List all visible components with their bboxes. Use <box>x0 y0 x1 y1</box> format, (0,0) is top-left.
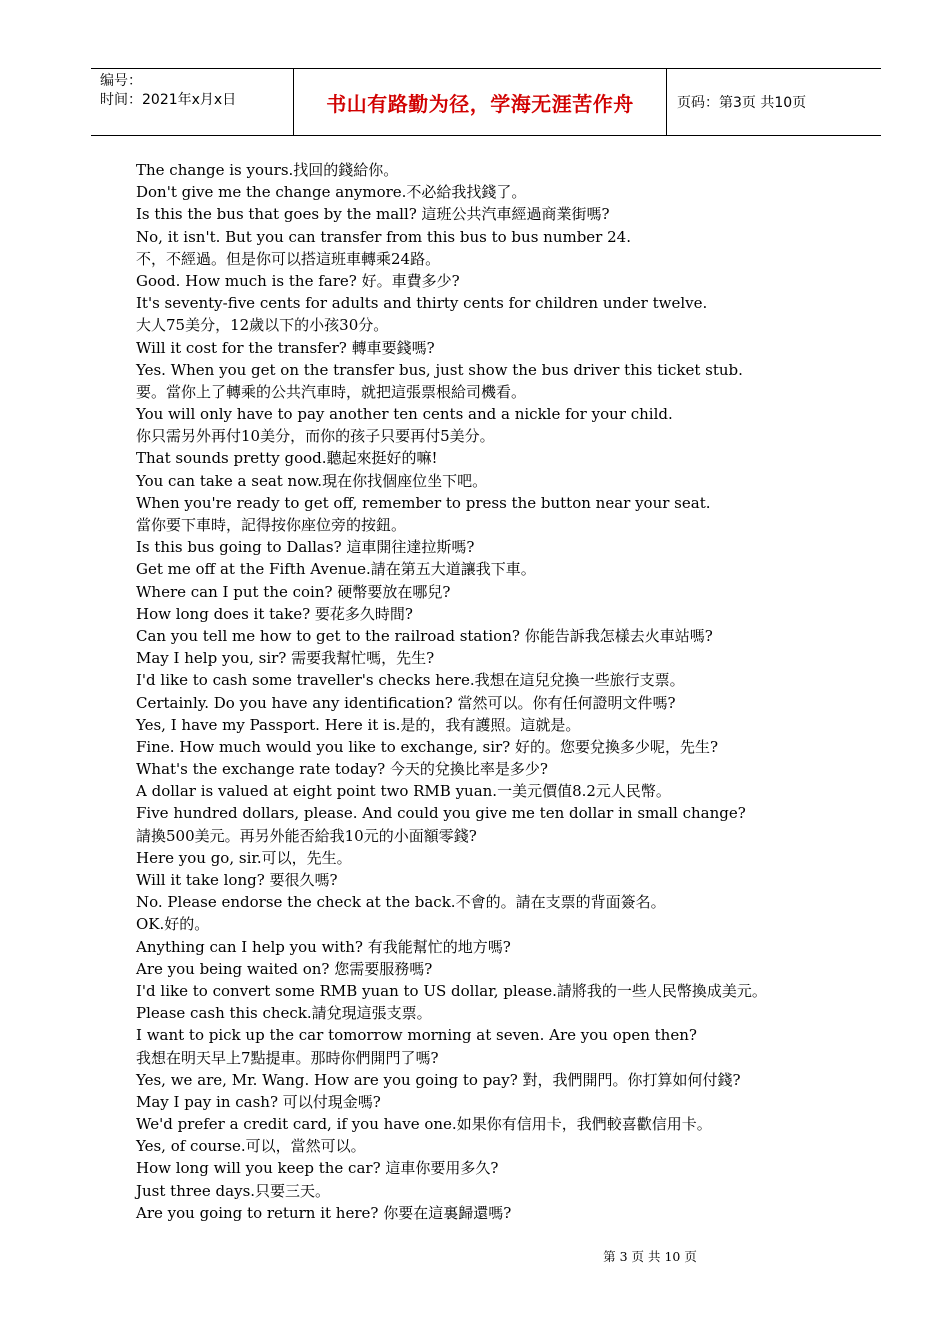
text-line: 當你要下車時，記得按你座位旁的按鈕。 <box>136 516 407 534</box>
motto-text: 书山有路勤为径，学海无涯苦作舟 <box>326 91 634 116</box>
text-line: Will it cost for the transfer? 轉車要錢嗎? <box>136 338 435 357</box>
text-line: Just three days.只要三天。 <box>136 1181 331 1200</box>
text-line: Is this the bus that goes by the mall? 這班公共汽車經過商業街嗎? <box>136 205 610 224</box>
text-line: Good. How much is the fare? 好。車費多少? <box>136 271 460 290</box>
text-line: Certainly. Do you have any identification? 當然可以。你有任何證明文件嗎? <box>136 693 676 712</box>
text-line: Yes. When you get on the transfer bus, just show the bus driver this ticket stub. <box>136 360 743 379</box>
page-footer <box>0 1247 950 1265</box>
text-line: A dollar is valued at eight point two RMB yuan.一美元價值8.2元人民幣。 <box>136 782 671 801</box>
text-line: OK.好的。 <box>136 915 210 934</box>
text-line: 請換500美元。再另外能否給我10元的小面額零錢? <box>136 826 477 845</box>
header-motto <box>294 69 667 135</box>
text-line: 你只需另外再付10美分，而你的孩子只要再付5美分。 <box>136 427 495 446</box>
text-line: May I help you, sir? 需要我幫忙嗎，先生? <box>136 649 435 668</box>
page-info-text: 页码：第3页 共10页 <box>677 95 807 111</box>
text-line: Can you tell me how to get to the railroad station? 你能告訴我怎樣去火車站嗎? <box>136 626 713 645</box>
text-line: That sounds pretty good.聽起來挺好的嘛! <box>136 449 438 468</box>
text-line: Are you going to return it here? 你要在這裏歸還嗎? <box>136 1203 512 1222</box>
text-line: Please cash this check.請兌現這張支票。 <box>136 1004 432 1023</box>
text-line: I'd like to cash some traveller's checks here.我想在這兒兌換一些旅行支票。 <box>136 671 685 690</box>
header-meta <box>91 69 294 135</box>
text-line: Anything can I help you with? 有我能幫忙的地方嗎? <box>136 937 511 956</box>
text-line: Yes, I have my Passport. Here it is.是的，我有護照。這就是。 <box>136 715 581 734</box>
text-line: You will only have to pay another ten cents and a nickle for your child. <box>136 405 673 424</box>
text-line: May I pay in cash? 可以付現金嗎? <box>136 1092 381 1111</box>
text-line: 要。當你上了轉乘的公共汽車時，就把這張票根給司機看。 <box>136 382 527 401</box>
text-line: Here you go, sir.可以，先生。 <box>136 848 352 867</box>
text-line: Is this bus going to Dallas? 這車開往達拉斯嗎? <box>136 538 475 557</box>
text-line: 不，不經過。但是你可以搭這班車轉乘24路。 <box>136 249 441 268</box>
text-line: Get me off at the Fifth Avenue.請在第五大道讓我下車。 <box>136 560 536 579</box>
text-line: No. Please endorse the check at the back.不會的。請在支票的背面簽名。 <box>136 893 666 912</box>
text-line: You can take a seat now.現在你找個座位坐下吧。 <box>136 471 488 490</box>
text-line: Fine. How much would you like to exchange, sir? 好的。您要兌換多少呢，先生? <box>136 737 719 756</box>
footer-page-number: 第 3 页 共 10 页 <box>603 1249 697 1264</box>
text-line: Don't give me the change anymore.不必給我找錢了。 <box>136 183 527 202</box>
text-line: Where can I put the coin? 硬幣要放在哪兒? <box>136 582 451 601</box>
text-line: I'd like to convert some RMB yuan to US dollar, please.請將我的一些人民幣換成美元。 <box>136 981 767 1000</box>
text-line: 大人75美分，12歲以下的小孩30分。 <box>136 316 389 335</box>
text-line: Will it take long? 要很久嗎? <box>136 871 338 889</box>
text-line: When you're ready to get off, remember to press the button near your seat. <box>136 493 711 512</box>
text-line: How long does it take? 要花多久時間? <box>136 604 413 623</box>
text-line: What's the exchange rate today? 今天的兌換比率是多少? <box>136 760 548 779</box>
text-line: Yes, we are, Mr. Wang. How are you going to pay? 對，我們開門。你打算如何付錢? <box>136 1070 741 1089</box>
text-line: How long will you keep the car? 這車你要用多久? <box>136 1159 499 1178</box>
document-time-label: 时间：2021年x月x日 <box>100 92 237 108</box>
text-line: I want to pick up the car tomorrow morning at seven. Are you open then? <box>136 1026 697 1045</box>
text-line: 我想在明天早上7點提車。那時你們開門了嗎? <box>136 1048 439 1067</box>
page-header <box>91 68 881 136</box>
text-line: No, it isn't. But you can transfer from this bus to bus number 24. <box>136 227 631 246</box>
text-line: Yes, of course.可以，當然可以。 <box>136 1137 366 1156</box>
text-line: Are you being waited on? 您需要服務嗎? <box>136 959 433 978</box>
header-page-info <box>667 69 881 135</box>
document-number-label: 编号： <box>100 73 142 89</box>
text-line: It's seventy-five cents for adults and thirty cents for children under twelve. <box>136 294 708 313</box>
text-line: Five hundred dollars, please. And could you give me ten dollar in small change? <box>136 804 746 823</box>
text-line: We'd prefer a credit card, if you have one.如果你有信用卡，我們較喜歡信用卡。 <box>136 1115 712 1134</box>
document-body <box>136 159 836 1224</box>
text-line: The change is yours.找回的錢給你。 <box>136 161 399 179</box>
